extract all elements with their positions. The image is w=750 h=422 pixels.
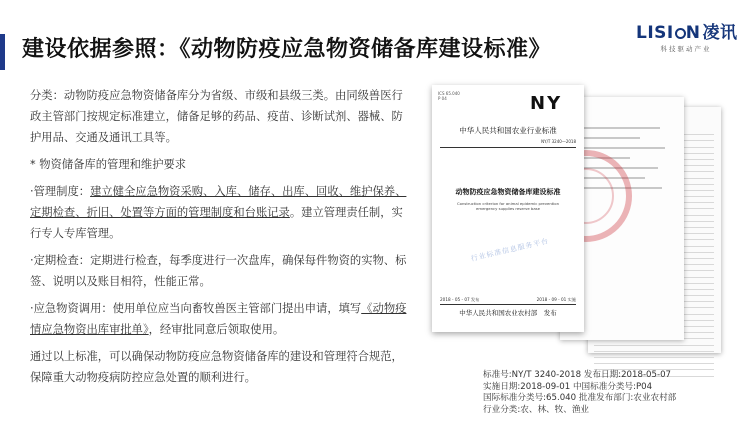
issue-date: 2018 - 05 - 07 发布	[440, 297, 480, 302]
dispatch-paragraph: ·应急物资调用：使用单位应当向畜牧兽医主管部门提出申请，填写《动物疫情应急物资出库审批单》，经审批同意后领取使用。	[30, 302, 407, 336]
management-heading: * 物资储备库的管理和维护要求	[30, 158, 187, 171]
page-title: 建设依据参照：《动物防疫应急物资储备库建设标准》	[22, 37, 552, 62]
standard-name: 动物防疫应急物资储备库建设标准	[455, 188, 561, 196]
meta-line: 实施日期:2018-09-01 中国标准分类号:P04	[483, 381, 653, 392]
meta-line: 标准号:NY/T 3240-2018 发布日期:2018-05-07	[483, 370, 672, 380]
conclusion-paragraph: 通过以上标准，可以确保动物防疫应急物资储备库的建设和管理符合规范，保障重大动物疫病防控应急处置的顺利进行。	[30, 350, 403, 384]
standard-header: 中华人民共和国农业行业标准	[459, 126, 557, 135]
ics-code: ICS 65.040 P 04	[438, 91, 460, 101]
meta-line: 行业分类:农、林、牧、渔业	[483, 404, 590, 415]
issuing-ministry: 中华人民共和国农业农村部 发布	[459, 309, 557, 317]
meta-line: 国际标准分类号:65.040 批准发布部门:农业农村部	[483, 393, 677, 404]
logo-wordmark: LISI N 凌讯	[636, 23, 738, 43]
standard-english-name: Construction criterion for animal epidemic prevention emergency supplies reserve base	[456, 201, 560, 211]
description-text	[30, 85, 410, 388]
logo-o-ring-icon	[675, 28, 686, 39]
ny-code: NY	[530, 93, 563, 114]
management-system-paragraph: ·管理制度：建立健全应急物资采购、入库、储存、出库、回收、维护保养、定期检查、折旧、处置等方面的管理制度和台账记录。建立管理责任制，实行专人专库管理。	[30, 185, 407, 240]
title-accent-bar	[0, 34, 5, 70]
approval-form-highlight: 《动物疫情应急物资出库审批单》	[30, 302, 407, 336]
brand-logo	[636, 18, 736, 58]
standard-number: NY/T 3240—2018	[541, 139, 576, 144]
classification-paragraph: 分类：动物防疫应急物资储备库分为省级、市级和县级三类。由同级兽医行政主管部门按规定标准建立，储备足够的药品、疫苗、诊断试剂、器械、防护用品、交通及通讯工具等。	[30, 89, 403, 144]
platform-watermark: 行业标准信息服务平台	[470, 237, 550, 263]
cover-rule-bottom	[440, 304, 576, 305]
implementation-date: 2018 - 09 - 01 实施	[536, 297, 576, 302]
cover-rule-top	[440, 147, 576, 148]
standard-cover-page	[432, 85, 584, 332]
standard-metadata	[483, 370, 676, 416]
inspection-paragraph: ·定期检查：定期进行检查，每季度进行一次盘库，确保每件物资的实物、标签、说明以及账目相符，性能正常。	[30, 254, 407, 288]
management-system-highlight: 建立健全应急物资采购、入库、储存、出库、回收、维护保养、定期检查、折旧、处置等方面的管理制度和台账记录	[30, 185, 407, 219]
logo-tagline: 科技驱动产业	[660, 45, 712, 53]
